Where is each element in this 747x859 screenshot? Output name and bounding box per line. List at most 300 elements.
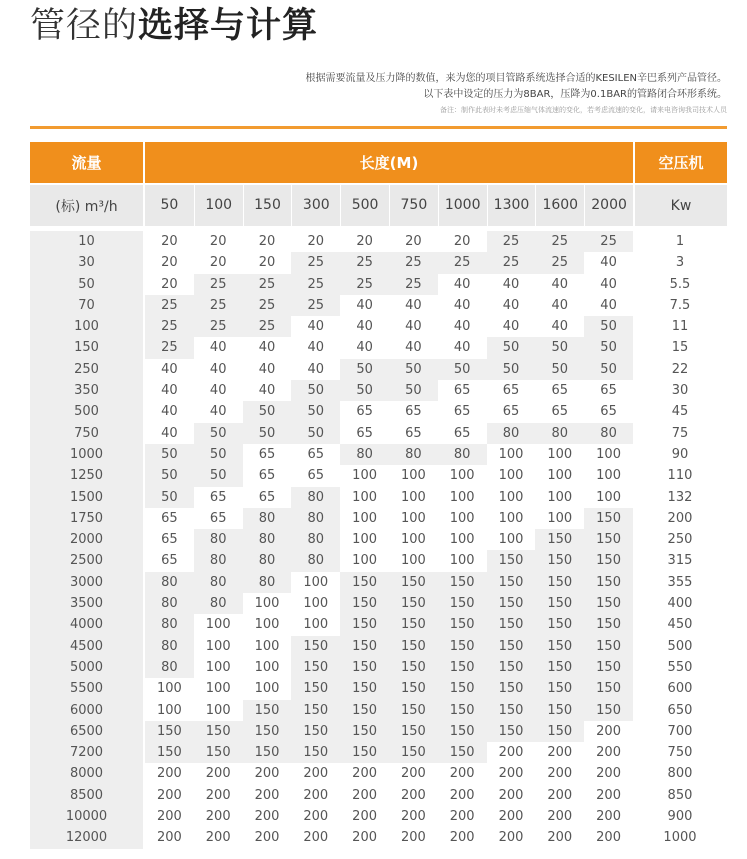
size-cell: 150: [389, 742, 438, 763]
size-cell: 40: [307, 319, 325, 335]
size-cell: 150: [584, 508, 633, 529]
size-cell: 150: [487, 657, 536, 678]
size-cell: 150: [194, 721, 243, 742]
size-cell: 200: [498, 766, 524, 782]
size-cell: 40: [453, 276, 471, 292]
size-cell: 200: [303, 787, 329, 803]
kw-unit: Kw: [633, 185, 727, 226]
size-cell: 40: [209, 404, 227, 420]
size-cell: 20: [161, 276, 178, 292]
size-cell: 150: [535, 678, 584, 699]
flow-cell: 5500: [30, 678, 143, 699]
size-cell: 65: [405, 425, 422, 441]
kw-cell: 1: [675, 234, 685, 249]
size-cell: 65: [307, 468, 325, 484]
size-cell: 200: [303, 809, 329, 825]
size-cell: 40: [502, 276, 520, 292]
size-cell: 150: [535, 614, 584, 635]
header-length: 长度(M): [145, 142, 633, 183]
size-cell: 80: [389, 444, 438, 465]
kw-cell: 850: [667, 787, 693, 803]
size-cell: 150: [487, 572, 536, 593]
size-cell: 150: [487, 678, 536, 699]
size-cell: 100: [449, 553, 475, 569]
size-cell: 40: [258, 383, 276, 399]
size-cell: 40: [600, 297, 617, 313]
size-cell: 150: [145, 721, 194, 742]
size-cell: 50: [584, 337, 633, 358]
table-row: [30, 401, 727, 422]
header-flow: 流量: [30, 142, 143, 183]
table-row: [30, 380, 727, 401]
size-cell: 40: [453, 340, 471, 356]
size-cell: 150: [535, 550, 584, 571]
size-cell: 40: [502, 319, 520, 335]
table-row: [30, 593, 727, 614]
size-cell: 150: [487, 721, 536, 742]
flow-cell: 1500: [30, 487, 143, 508]
kw-cell: 30: [671, 383, 689, 399]
size-cell: 80: [487, 423, 536, 444]
size-cell: 80: [291, 529, 340, 550]
size-cell: 150: [340, 593, 389, 614]
flow-cell: 3000: [30, 572, 143, 593]
flow-cell: 8000: [30, 763, 143, 784]
table-row: [30, 295, 727, 316]
size-cell: 200: [400, 809, 426, 825]
size-cell: 80: [145, 614, 194, 635]
size-cell: 25: [340, 252, 389, 273]
size-cell: 200: [400, 766, 426, 782]
size-cell: 40: [161, 425, 178, 441]
flow-cell: 30: [30, 252, 143, 273]
size-cell: 200: [254, 787, 280, 803]
size-cell: 100: [205, 638, 231, 654]
description: [305, 71, 727, 117]
flow-cell: 2000: [30, 529, 143, 550]
size-cell: 150: [438, 678, 487, 699]
size-cell: 150: [389, 657, 438, 678]
size-cell: 100: [498, 446, 524, 462]
kw-cell: 900: [667, 809, 693, 825]
table-row: [30, 721, 727, 742]
size-cell: 100: [303, 617, 329, 633]
size-cell: 150: [438, 742, 487, 763]
size-cell: 150: [340, 636, 389, 657]
table-row: [30, 678, 727, 699]
size-cell: 100: [449, 489, 475, 505]
size-cell: 150: [438, 614, 487, 635]
size-cell: 100: [352, 510, 377, 526]
size-cell: 80: [243, 508, 292, 529]
size-cell: 25: [291, 252, 340, 273]
size-cell: 50: [291, 423, 340, 444]
table-row: [30, 423, 727, 444]
size-cell: 20: [258, 234, 276, 249]
size-cell: 25: [340, 274, 389, 295]
size-cell: 150: [340, 657, 389, 678]
table-row: [30, 572, 727, 593]
kw-cell: 11: [671, 319, 689, 335]
size-cell: 80: [535, 423, 584, 444]
size-cell: 200: [303, 830, 329, 846]
table-row: [30, 231, 727, 252]
size-cell: 40: [161, 404, 178, 420]
size-cell: 100: [254, 638, 280, 654]
table-row: [30, 359, 727, 380]
table-row: [30, 614, 727, 635]
size-cell: 200: [449, 809, 475, 825]
size-cell: 25: [243, 295, 292, 316]
size-cell: 40: [405, 319, 422, 335]
size-cell: 50: [389, 359, 438, 380]
size-cell: 80: [145, 593, 194, 614]
kw-cell: 650: [667, 702, 693, 718]
size-cell: 80: [243, 529, 292, 550]
size-cell: 150: [535, 636, 584, 657]
size-cell: 200: [254, 830, 280, 846]
size-cell: 150: [389, 678, 438, 699]
pipe-size-table: [30, 231, 727, 849]
size-cell: 100: [352, 468, 377, 484]
size-cell: 200: [205, 787, 231, 803]
size-cell: 150: [584, 657, 633, 678]
size-cell: 100: [205, 702, 231, 718]
length-header: 100: [194, 185, 243, 226]
size-cell: 65: [453, 425, 471, 441]
size-cell: 150: [389, 593, 438, 614]
length-header: 1300: [487, 185, 536, 226]
size-cell: 20: [307, 234, 325, 249]
size-cell: 50: [194, 465, 243, 486]
size-cell: 100: [400, 532, 426, 548]
size-cell: 50: [584, 359, 633, 380]
size-cell: 100: [547, 446, 573, 462]
size-cell: 100: [547, 510, 573, 526]
size-cell: 40: [161, 361, 178, 377]
table-row: [30, 465, 727, 486]
size-cell: 50: [340, 380, 389, 401]
size-cell: 40: [307, 340, 325, 356]
size-cell: 200: [352, 766, 377, 782]
size-cell: 25: [145, 295, 194, 316]
size-cell: 65: [258, 489, 276, 505]
table-row: [30, 742, 727, 763]
size-cell: 200: [596, 745, 621, 761]
size-cell: 100: [498, 489, 524, 505]
size-cell: 50: [535, 359, 584, 380]
table-row: [30, 252, 727, 273]
flow-cell: 6000: [30, 700, 143, 721]
size-cell: 40: [551, 297, 569, 313]
size-cell: 150: [145, 742, 194, 763]
size-cell: 25: [194, 295, 243, 316]
table-row: [30, 657, 727, 678]
size-cell: 50: [340, 359, 389, 380]
size-cell: 65: [258, 446, 276, 462]
size-cell: 40: [258, 340, 276, 356]
flow-cell: 10000: [30, 806, 143, 827]
length-header: 1600: [535, 185, 584, 226]
size-cell: 150: [487, 550, 536, 571]
flow-cell: 1000: [30, 444, 143, 465]
size-cell: 20: [161, 255, 178, 271]
flow-cell: 1250: [30, 465, 143, 486]
flow-cell: 10: [30, 231, 143, 252]
kw-cell: 75: [671, 425, 689, 441]
size-cell: 150: [584, 614, 633, 635]
size-cell: 25: [243, 274, 292, 295]
title-bold: 选择与计算: [138, 6, 319, 46]
table-row: [30, 337, 727, 358]
size-cell: 50: [243, 423, 292, 444]
size-cell: 50: [438, 359, 487, 380]
flow-cell: 3500: [30, 593, 143, 614]
size-cell: 25: [535, 231, 584, 252]
size-cell: 150: [535, 657, 584, 678]
size-cell: 150: [487, 593, 536, 614]
size-cell: 100: [352, 553, 377, 569]
table-row: [30, 529, 727, 550]
kw-cell: 5.5: [669, 276, 691, 292]
size-cell: 25: [145, 316, 194, 337]
size-cell: 50: [194, 444, 243, 465]
size-cell: 65: [356, 404, 373, 420]
flow-cell: 4000: [30, 614, 143, 635]
size-cell: 20: [405, 234, 422, 249]
kw-cell: 355: [667, 574, 693, 590]
size-cell: 40: [453, 319, 471, 335]
size-cell: 50: [291, 380, 340, 401]
flow-cell: 6500: [30, 721, 143, 742]
table-row: [30, 508, 727, 529]
size-cell: 25: [389, 274, 438, 295]
size-cell: 200: [254, 766, 280, 782]
size-cell: 25: [487, 252, 536, 273]
flow-cell: 100: [30, 316, 143, 337]
page-title: [30, 4, 318, 48]
size-cell: 100: [205, 659, 231, 675]
flow-cell: 5000: [30, 657, 143, 678]
size-cell: 40: [600, 276, 617, 292]
size-cell: 200: [352, 787, 377, 803]
size-cell: 100: [352, 489, 377, 505]
size-cell: 100: [498, 510, 524, 526]
size-cell: 150: [389, 572, 438, 593]
flow-cell: 250: [30, 359, 143, 380]
size-cell: 200: [205, 809, 231, 825]
kw-cell: 45: [671, 404, 689, 420]
size-cell: 65: [405, 404, 422, 420]
length-header: 500: [340, 185, 389, 226]
size-cell: 100: [596, 446, 621, 462]
size-cell: 80: [291, 487, 340, 508]
size-cell: 150: [291, 721, 340, 742]
size-cell: 65: [209, 489, 227, 505]
size-cell: 65: [161, 510, 178, 526]
size-cell: 200: [596, 766, 621, 782]
size-cell: 40: [209, 383, 227, 399]
size-cell: 150: [389, 700, 438, 721]
table-row: [30, 274, 727, 295]
size-cell: 150: [340, 700, 389, 721]
kw-cell: 1000: [663, 830, 697, 846]
size-cell: 80: [194, 550, 243, 571]
kw-cell: 15: [671, 340, 689, 356]
table-row: [30, 827, 727, 848]
size-cell: 150: [584, 529, 633, 550]
size-cell: 65: [551, 383, 569, 399]
size-cell: 150: [535, 700, 584, 721]
size-cell: 150: [487, 636, 536, 657]
flow-cell: 8500: [30, 785, 143, 806]
size-cell: 80: [194, 593, 243, 614]
length-header: 300: [291, 185, 340, 226]
kw-cell: 200: [667, 510, 693, 526]
size-cell: 40: [356, 319, 373, 335]
description-note: 备注：制作此表时未考虑压缩气体流速的变化，若考虑流速的变化，请来电咨询我司技术人员: [440, 106, 727, 114]
size-cell: 100: [596, 489, 621, 505]
size-cell: 50: [487, 359, 536, 380]
size-cell: 20: [453, 234, 471, 249]
table-row: [30, 444, 727, 465]
size-cell: 100: [205, 617, 231, 633]
size-cell: 100: [547, 489, 573, 505]
size-cell: 200: [449, 787, 475, 803]
size-cell: 40: [209, 340, 227, 356]
size-cell: 200: [400, 830, 426, 846]
size-cell: 40: [405, 297, 422, 313]
flow-cell: 70: [30, 295, 143, 316]
size-cell: 200: [547, 830, 573, 846]
size-cell: 50: [243, 401, 292, 422]
size-cell: 100: [400, 553, 426, 569]
size-cell: 65: [502, 404, 520, 420]
size-cell: 150: [340, 742, 389, 763]
size-cell: 50: [487, 337, 536, 358]
size-cell: 50: [291, 401, 340, 422]
size-cell: 200: [205, 830, 231, 846]
size-cell: 150: [438, 593, 487, 614]
size-cell: 25: [584, 231, 633, 252]
size-cell: 200: [449, 830, 475, 846]
size-cell: 25: [487, 231, 536, 252]
size-cell: 50: [389, 380, 438, 401]
size-cell: 200: [156, 766, 182, 782]
table-row: [30, 487, 727, 508]
size-cell: 200: [254, 809, 280, 825]
size-cell: 150: [340, 721, 389, 742]
size-cell: 40: [453, 297, 471, 313]
size-cell: 200: [205, 766, 231, 782]
kw-cell: 110: [667, 468, 693, 484]
size-cell: 150: [438, 721, 487, 742]
size-cell: 150: [438, 700, 487, 721]
size-cell: 65: [161, 553, 178, 569]
size-cell: 200: [596, 787, 621, 803]
size-cell: 20: [356, 234, 373, 249]
size-cell: 25: [291, 274, 340, 295]
size-cell: 25: [194, 274, 243, 295]
size-cell: 100: [156, 702, 182, 718]
size-cell: 200: [352, 830, 377, 846]
flow-unit: (标) m³/h: [30, 185, 143, 226]
kw-cell: 700: [667, 723, 693, 739]
size-cell: 65: [502, 383, 520, 399]
kw-cell: 550: [667, 659, 693, 675]
size-cell: 200: [352, 809, 377, 825]
size-cell: 200: [547, 809, 573, 825]
size-cell: 100: [303, 574, 329, 590]
size-cell: 50: [584, 316, 633, 337]
size-cell: 50: [145, 465, 194, 486]
size-cell: 20: [161, 234, 178, 249]
size-cell: 25: [243, 316, 292, 337]
kw-cell: 400: [667, 596, 693, 612]
size-cell: 200: [303, 766, 329, 782]
size-cell: 100: [352, 532, 377, 548]
header-compressor: 空压机: [633, 142, 727, 183]
size-cell: 200: [498, 787, 524, 803]
size-cell: 65: [356, 425, 373, 441]
flow-cell: 4500: [30, 636, 143, 657]
size-cell: 100: [400, 510, 426, 526]
kw-cell: 250: [667, 532, 693, 548]
size-cell: 200: [156, 830, 182, 846]
size-cell: 100: [254, 659, 280, 675]
size-cell: 25: [438, 252, 487, 273]
size-cell: 150: [535, 721, 584, 742]
size-cell: 100: [449, 468, 475, 484]
size-cell: 80: [145, 636, 194, 657]
size-cell: 40: [307, 361, 325, 377]
size-cell: 150: [535, 593, 584, 614]
table-row: [30, 700, 727, 721]
size-cell: 150: [243, 721, 292, 742]
kw-cell: 500: [667, 638, 693, 654]
kw-cell: 750: [667, 745, 693, 761]
size-cell: 150: [291, 700, 340, 721]
size-cell: 100: [400, 468, 426, 484]
size-cell: 80: [438, 444, 487, 465]
size-cell: 40: [551, 276, 569, 292]
kw-cell: 315: [667, 553, 693, 569]
size-cell: 65: [453, 404, 471, 420]
size-cell: 100: [498, 532, 524, 548]
size-cell: 100: [400, 489, 426, 505]
description-line-2: 以下表中设定的压力为8BAR，压降为0.1BAR的管路闭合环形系统。: [423, 89, 727, 100]
size-cell: 150: [389, 636, 438, 657]
length-header: 2000: [584, 185, 633, 226]
size-cell: 200: [596, 723, 621, 739]
size-cell: 150: [389, 614, 438, 635]
size-cell: 150: [438, 657, 487, 678]
size-cell: 100: [449, 532, 475, 548]
kw-cell: 600: [667, 681, 693, 697]
size-cell: 150: [487, 614, 536, 635]
title-plain: 管径的: [30, 6, 139, 46]
size-cell: 150: [584, 678, 633, 699]
table-row: [30, 763, 727, 784]
size-cell: 100: [498, 468, 524, 484]
size-cell: 150: [584, 572, 633, 593]
size-cell: 65: [307, 446, 325, 462]
size-cell: 150: [584, 550, 633, 571]
size-cell: 65: [209, 510, 227, 526]
size-cell: 150: [340, 678, 389, 699]
size-cell: 80: [291, 550, 340, 571]
flow-cell: 12000: [30, 827, 143, 848]
